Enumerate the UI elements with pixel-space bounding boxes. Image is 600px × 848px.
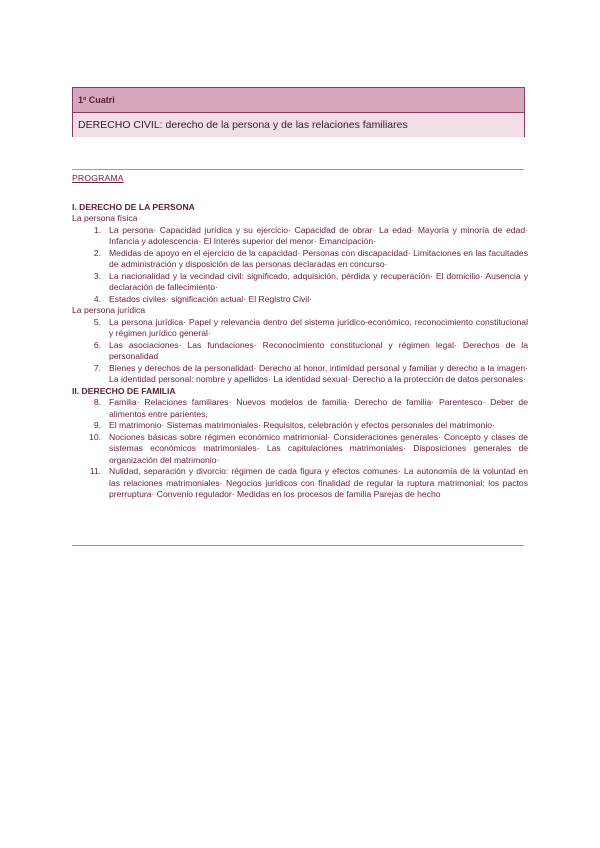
topic-text: Nociones básicas sobre régimen económico matrimonial· Consideraciones generales· Concepto y clases de sistemas económicos matrimoniales· Las capitulaciones matrimoniales· Disposiciones generales de organización del matrimonio· <box>109 431 528 465</box>
topic-item <box>72 363 528 386</box>
topic-text: Las asociaciones· Las fundaciones· Reconocimiento constitucional y régimen legal· Derechos de la personalidad <box>109 339 528 361</box>
topic-list-familia <box>72 397 528 501</box>
topic-number: 10. <box>89 431 101 442</box>
topic-item <box>72 271 528 294</box>
section-title-familia: II. DERECHO DE FAMILIA <box>72 385 176 396</box>
topic-item <box>72 248 528 271</box>
section-title-persona: I. DERECHO DE LA PERSONA <box>72 201 195 212</box>
topic-text: Estados civiles· significación actual· El Registro Civil· <box>109 293 312 304</box>
topic-number: 1. <box>93 224 101 235</box>
topic-item <box>72 225 528 248</box>
topic-number: 5. <box>93 316 101 327</box>
topic-number: 3. <box>93 270 101 281</box>
top-divider <box>72 169 524 170</box>
topic-number: 4. <box>93 293 101 304</box>
subsection-title-persona-fisica: La persona física <box>72 213 138 223</box>
topic-item <box>72 317 528 340</box>
topic-text: Bienes y derechos de la personalidad· Derecho al honor, intimidad personal y familiar y derecho a la imagen· La identidad personal: nombre y apellidos· La identidad sexual· Derecho a la protección de datos personales· <box>109 362 528 384</box>
topic-item <box>72 466 528 501</box>
topic-list-persona-juridica <box>72 317 528 386</box>
topic-number: 8. <box>93 397 101 407</box>
topic-number: 7. <box>93 362 101 373</box>
topic-item <box>72 294 528 306</box>
program-content <box>72 173 528 501</box>
topic-text: La persona jurídica· Papel y relevancia dentro del sistema jurídico-económico, reconocimiento constitucional y régimen jurídico general· <box>109 316 528 338</box>
course-header-box <box>72 87 525 137</box>
bottom-divider <box>72 545 524 546</box>
period-label: 1º Cuatri <box>73 88 524 113</box>
program-title: PROGRAMA <box>72 173 124 183</box>
topic-text: Nulidad, separación y divorcio: régimen de cada figura y efectos comunes· La autonomía de la voluntad en las relaciones matrimoniales· Negocios jurídicos con finalidad de regular la ruptura matrimonial: los pactos prerruptura· Convenio regulador· Medidas en los procesos de familia Parejas de hecho <box>109 466 528 499</box>
topic-number: 2. <box>93 247 101 258</box>
course-title: DERECHO CIVIL: derecho de la persona y de las relaciones familiares <box>73 113 524 137</box>
topic-item <box>72 340 528 363</box>
topic-text: La persona· Capacidad jurídica y su ejercicio· Capacidad de obrar· La edad· Mayoría y minoría de edad· Infancia y adolescencia· El Interés superior del menor· Emancipación· <box>109 224 528 246</box>
topic-text: La nacionalidad y la vecindad civil: significado, adquisición, pérdida y recuperación· El domicilio· Ausencia y declaración de fallecimiento· <box>109 270 528 292</box>
subsection-title-persona-juridica: La persona jurídica <box>72 305 146 315</box>
topic-list-persona-fisica <box>72 225 528 306</box>
topic-item <box>72 432 528 467</box>
topic-item <box>72 397 528 420</box>
topic-number: 11. <box>89 466 101 476</box>
topic-text: Medidas de apoyo en el ejercicio de la capacidad· Personas con discapacidad· Limitaciones en las facultades de administración y disposición de las personas declaradas en concurso· <box>109 247 528 269</box>
topic-number: 9. <box>93 420 101 430</box>
topic-item <box>72 420 528 432</box>
topic-number: 6. <box>93 339 101 350</box>
topic-text: El matrimonio· Sistemas matrimoniales· Requisitos, celebración y efectos personales del matrimonio· <box>109 420 495 430</box>
topic-text: Familia· Relaciones familiares· Nuevos modelos de familia· Derecho de familia· Parentesco· Deber de alimentos entre parientes, <box>109 397 528 419</box>
